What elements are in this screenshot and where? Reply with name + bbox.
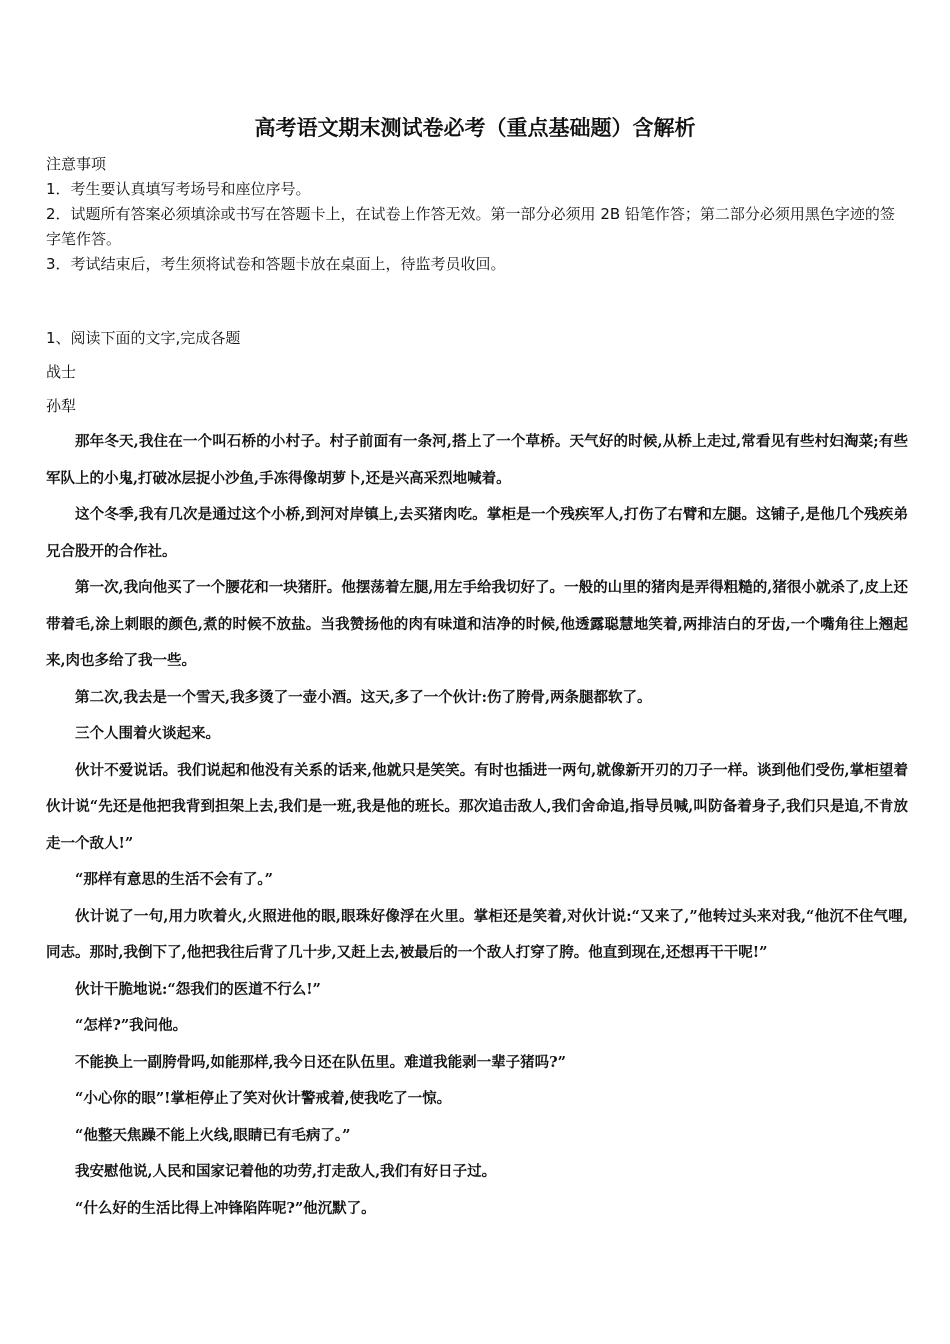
story-title: 战士 [46,363,77,381]
page-title: 高考语文期末测试卷必考（重点基础题）含解析 [254,116,696,140]
story-paragraph: 第二次,我去是一个雪天,我多烫了一壶小酒。这天,多了一个伙计:伤了胯骨,两条腿都软了。 [75,688,652,706]
story-paragraph: 不能换上一副胯骨吗,如能那样,我今日还在队伍里。难道我能剥一辈子猪吗?” [75,1053,566,1071]
story-paragraph: “小心你的眼”!掌柜停止了笑对伙计警戒着,使我吃了一惊。 [75,1090,452,1107]
story-paragraph: 伙计不爱说话。我们说起和他没有关系的话来,他就只是笑笑。有时也插进一两句,就像新开刃的刀子一样。谈到他们受伤,掌柜望着伙计说“先还是他把我背到担架上去,我们是一班,我是他的班长。那次追击敌人,我们舍命追,指导员喊,叫防备着身子,我们只是追,不肯放走一个敌人!” [46,761,909,852]
story-paragraph: 那年冬天,我住在一个叫石桥的小村子。村子前面有一条河,搭上了一个草桥。天气好的时候,从桥上走过,常看见有些村妇淘菜;有些军队上的小鬼,打破冰层捉小沙鱼,手冻得像胡萝卜,还是兴高采烈地喊着。 [46,433,908,487]
notice-heading: 注意事项 [46,155,107,173]
notice-item: 2．试题所有答案必须填涂或书写在答题卡上，在试卷上作答无效。第一部分必须用 2B 铅笔作答；第二部分必须用黑色字迹的签字笔作答。 [46,205,895,248]
question-header [46,324,908,420]
story-paragraph: 伙计说了一句,用力吹着火,火照进他的眼,眼珠好像浮在火里。掌柜还是笑着,对伙计说:“又来了,”他转过头来对我,“他沉不住气哩,同志。那时,我倒下了,他把我往后背了几十步,又赶上去,被最后的一个敌人打穿了胯。他直到现在,还想再干干呢!” [46,907,908,961]
question-prompt: 1、阅读下面的文字,完成各题 [46,329,241,347]
story-paragraph: 三个人围着火谈起来。 [75,725,220,742]
story-paragraph: “怎样?”我问他。 [75,1017,188,1034]
notice-item: 1．考生要认真填写考场号和座位序号。 [46,180,311,198]
story-paragraph: “他整天焦躁不能上火线,眼睛已有毛病了。” [75,1126,351,1144]
notice-section [46,152,908,277]
story-paragraph: 我安慰他说,人民和国家记着他的功劳,打走敌人,我们有好日子过。 [75,1163,497,1180]
story-body [46,424,908,1227]
notice-item: 3．考试结束后，考生须将试卷和答题卡放在桌面上，待监考员收回。 [46,255,506,273]
story-paragraph: 伙计干脆地说:“怨我们的医道不行么!” [75,980,321,998]
story-paragraph: “那样有意思的生活不会有了。” [75,871,273,888]
story-paragraph: “什么好的生活比得上冲锋陷阵呢?”他沉默了。 [75,1199,376,1217]
story-author: 孙犁 [46,397,77,415]
story-paragraph: 第一次,我向他买了一个腰花和一块猪肝。他摆荡着左腿,用左手给我切好了。一般的山里的猪肉是弄得粗糙的,猪很小就杀了,皮上还带着毛,涂上刺眼的颜色,煮的时候不放盐。当我赞扬他的肉有味道和洁净的时候,他透露聪慧地笑着,两排洁白的牙齿,一个嘴角往上翘起来,肉也多给了我一些。 [46,579,908,669]
story-paragraph: 这个冬季,我有几次是通过这个小桥,到河对岸镇上,去买猪肉吃。掌柜是一个残疾军人,打伤了右臂和左腿。这铺子,是他几个残疾弟兄合股开的合作社。 [46,506,908,560]
